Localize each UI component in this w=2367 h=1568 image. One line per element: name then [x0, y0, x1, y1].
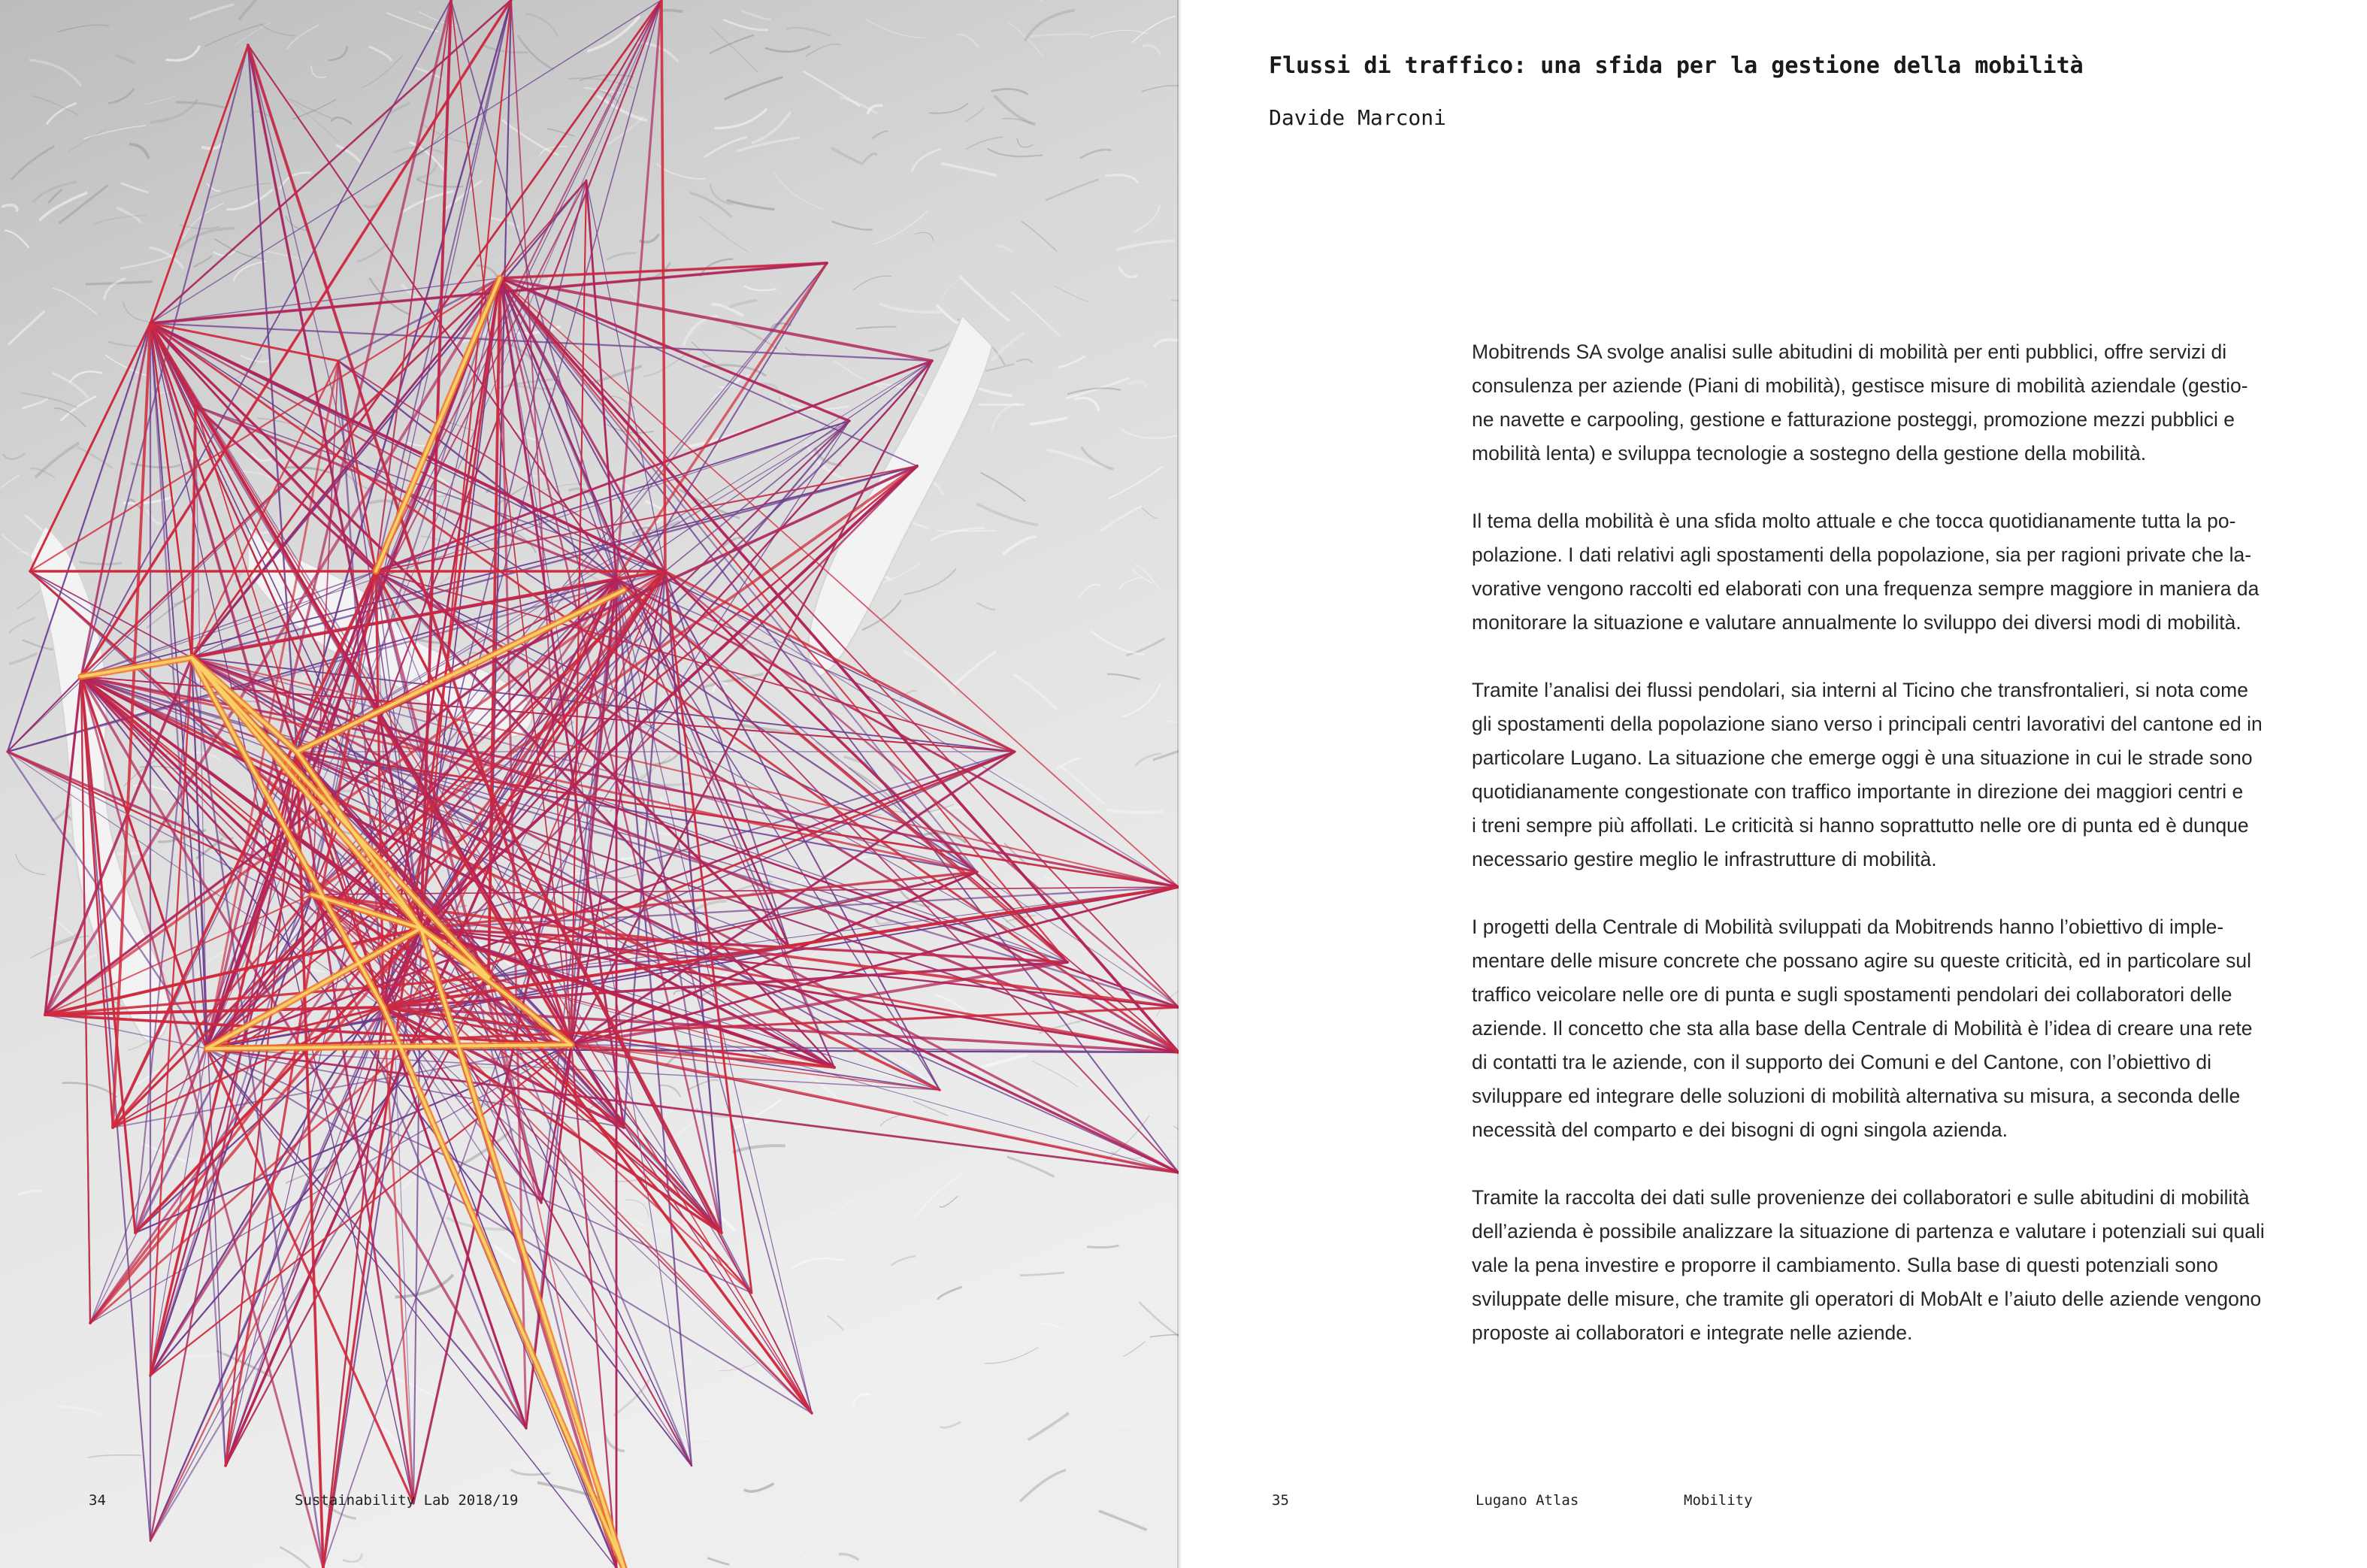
- text-line: mentare delle misure concrete che possano agire su queste criticità, ed in particolare sul: [1472, 949, 2251, 972]
- article-body: [1472, 335, 2284, 1384]
- running-head-left: Sustainability Lab 2018/19: [295, 1492, 519, 1509]
- text-line: proposte ai collaboratori e integrate nelle aziende.: [1472, 1321, 1913, 1344]
- paragraph-4: [1472, 910, 2284, 1147]
- text-line: mobilità lenta) e sviluppa tecnologie a sostegno della gestione della mobilità.: [1472, 442, 2147, 465]
- paragraph-3: [1472, 674, 2284, 876]
- paragraph-2: [1472, 504, 2284, 640]
- text-line: ne navette e carpooling, gestione e fatturazione posteggi, promozione mezzi pubblici e: [1472, 408, 2235, 431]
- text-line: vale la pena investire e proporre il cambiamento. Sulla base di questi potenziali sono: [1472, 1254, 2218, 1276]
- text-line: Tramite la raccolta dei dati sulle provenienze dei collaboratori e sulle abitudini di mobilità: [1472, 1186, 2250, 1209]
- text-line: aziende. Il concetto che sta alla base della Centrale di Mobilità è l’idea di creare una rete: [1472, 1017, 2253, 1040]
- paragraph-5: [1472, 1181, 2284, 1350]
- text-line: gli spostamenti della popolazione siano verso i principali centri lavorativi del cantone ed in: [1472, 713, 2263, 735]
- text-line: monitorare la situazione e valutare annualmente lo sviluppo dei diversi modi di mobilità.: [1472, 611, 2241, 634]
- page-number-right: 35: [1272, 1492, 1289, 1509]
- text-line: quotidianamente congestionate con traffico importante in direzione dei maggiori centri e: [1472, 780, 2244, 803]
- article-author: Davide Marconi: [1269, 105, 1447, 130]
- running-head-right-section: Lugano Atlas: [1476, 1492, 1579, 1509]
- text-line: sviluppare ed integrare delle soluzioni di mobilità alternativa su misura, a seconda delle: [1472, 1085, 2241, 1107]
- text-line: polazione. I dati relativi agli spostamenti della popolazione, sia per ragioni private che la-: [1472, 543, 2252, 566]
- text-line: Il tema della mobilità è una sfida molto attuale e che tocca quotidianamente tutta la po-: [1472, 510, 2236, 532]
- text-line: necessità del comparto e dei bisogni di ogni singola azienda.: [1472, 1118, 2008, 1141]
- text-line: consulenza per aziende (Piani di mobilità), gestisce misure di mobilità aziendale (gestio-: [1472, 374, 2248, 397]
- text-line: di contatti tra le aziende, con il supporto dei Comuni e del Cantone, con l’obiettivo di: [1472, 1051, 2212, 1073]
- running-head-right-topic: Mobility: [1684, 1492, 1753, 1509]
- text-line: sviluppate delle misure, che tramite gli operatori di MobAlt e l’aiuto delle aziende vengono: [1472, 1288, 2262, 1310]
- commuter-flow-map: [0, 0, 1179, 1568]
- text-line: traffico veicolare nelle ore di punta e sugli spostamenti pendolari dei collaboratori delle: [1472, 983, 2232, 1006]
- page-number-left: 34: [89, 1492, 106, 1509]
- text-line: particolare Lugano. La situazione che emerge oggi è una situazione in cui le strade sono: [1472, 746, 2253, 769]
- text-line: necessario gestire meglio le infrastrutture di mobilità.: [1472, 848, 1937, 870]
- left-page: [0, 0, 1179, 1568]
- text-line: I progetti della Centrale di Mobilità sviluppati da Mobitrends hanno l’obiettivo di imple-: [1472, 916, 2224, 938]
- paragraph-1: [1472, 335, 2284, 471]
- relief-stroke: [662, 11, 683, 12]
- text-line: dell’azienda è possibile analizzare la situazione di partenza e valutare i potenziali sui quali: [1472, 1220, 2265, 1243]
- article-title: Flussi di traffico: una sfida per la gestione della mobilità: [1269, 53, 2084, 79]
- text-line: i treni sempre più affollati. Le criticità si hanno soprattutto nelle ore di punta ed è dunque: [1472, 814, 2249, 837]
- text-line: vorative vengono raccolti ed elaborati con una frequenza sempre maggiore in maniera da: [1472, 577, 2260, 600]
- text-line: Tramite l’analisi dei flussi pendolari, sia interni al Ticino che transfrontalieri, si nota come: [1472, 679, 2248, 701]
- text-line: Mobitrends SA svolge analisi sulle abitudini di mobilità per enti pubblici, offre servizi di: [1472, 341, 2227, 363]
